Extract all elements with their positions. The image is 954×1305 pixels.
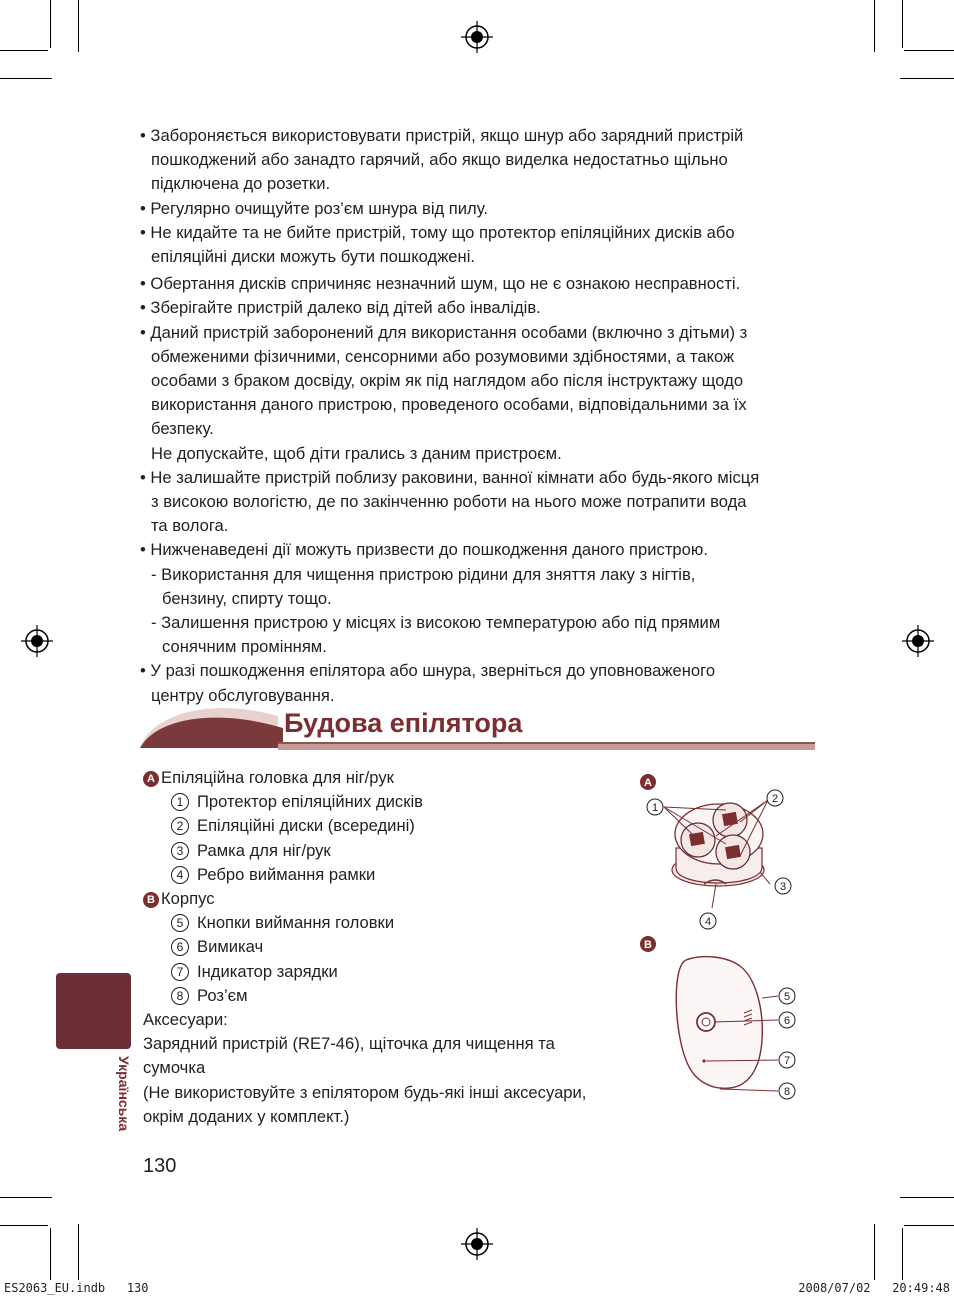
number-circle: 6: [171, 938, 189, 956]
label-badge-b: B: [143, 892, 159, 908]
svg-text:1: 1: [651, 802, 659, 814]
bullet-item: • У разі пошкодження епілятора або шнура, зверніться до уповноваженого центру обслуговування.: [140, 661, 716, 705]
bullet-item: • Забороняється використовувати пристрій, якщо шнур або зарядний пристрій пошкоджений або занадто гарячий, або якщо виделка недостатньо щільно підключена до розетки.: [140, 126, 744, 194]
page-number: 130: [143, 1155, 177, 1177]
accessories-line: окрім доданих у комплект.): [143, 1106, 350, 1126]
epilator-diagram: [630, 770, 810, 1110]
number-circle: 4: [171, 866, 189, 884]
accessories-line: (Не використовуйте з епілятором будь-які інші аксесуари,: [143, 1082, 587, 1102]
number-circle: 8: [171, 987, 189, 1005]
accessories-line: сумочка: [143, 1058, 206, 1078]
svg-text:8: 8: [783, 1086, 791, 1098]
bullet-item: • Не кидайте та не бийте пристрій, тому що протектор епіляційних дисків або епіляційні диски можуть бути пошкоджені.: [140, 222, 735, 267]
part-item: 1 Протектор епіляційних дисків: [143, 790, 643, 814]
sub-bullet-item: - Залишення пристрою у місцях із високою температурою або під прямим сонячним промінням.: [151, 613, 721, 657]
label-badge-a: A: [143, 771, 159, 787]
footer-timestamp: 2008/07/02 20:49:48: [798, 1281, 950, 1295]
registration-mark-icon: [21, 625, 53, 657]
number-circle: 3: [171, 842, 189, 860]
parts-group-b: B Корпус: [143, 887, 643, 911]
language-tab: [56, 973, 131, 1049]
svg-text:5: 5: [783, 991, 791, 1003]
part-item: 5 Кнопки виймання головки: [143, 911, 643, 935]
svg-text:B: B: [644, 939, 652, 951]
registration-mark-icon: [461, 1228, 493, 1260]
part-item: 8 Роз’єм: [143, 984, 643, 1008]
svg-text:6: 6: [783, 1015, 791, 1027]
section-title: Будова епілятора: [284, 708, 523, 738]
bullet-item: • Обертання дисків спричиняє незначний шум, що не є ознакою несправності.: [140, 274, 741, 294]
svg-text:7: 7: [783, 1055, 791, 1067]
number-circle: 5: [171, 914, 189, 932]
safety-bullet-list: [140, 124, 820, 708]
part-item: 3 Рамка для ніг/рук: [143, 839, 643, 863]
number-circle: 2: [171, 817, 189, 835]
registration-mark-icon: [461, 21, 493, 53]
epilation-head-illustration: [664, 800, 770, 908]
part-item: 4 Ребро виймання рамки: [143, 863, 643, 887]
svg-text:3: 3: [779, 881, 787, 893]
bullet-item: • Регулярно очищуйте роз’єм шнура від пилу.: [140, 198, 488, 218]
svg-text:A: A: [644, 777, 652, 789]
accessories-line: Зарядний пристрій (RE7-46), щіточка для чищення та: [143, 1034, 555, 1054]
bullet-item: • Нижченаведені дії можуть призвести до пошкодження даного пристрою.: [140, 540, 708, 560]
bullet-item: • Не залишайте пристрій поблизу раковини, ванної кімнати або будь-якого місця з високою вологістю, де по закінченню роботи на нього може потрапити вода та волога.: [140, 467, 760, 536]
parts-list: [143, 766, 643, 1129]
epilator-body-illustration: [676, 957, 778, 1091]
part-item: 7 Індикатор зарядки: [143, 960, 643, 984]
number-circle: 7: [171, 963, 189, 981]
language-label: Українська: [116, 1056, 132, 1132]
bullet-item: • Зберігайте пристрій далеко від дітей або інвалідів.: [140, 298, 541, 318]
number-circle: 1: [171, 793, 189, 811]
part-item: 6 Вимикач: [143, 935, 643, 959]
bullet-item: • Даний пристрій заборонений для використання особами (включно з дітьми) з обмеженими фізичними, сенсорними або розумовими здібностями, а також особами з браком досвіду, окрім як під наглядом або після інструктажу щодо використання даного пристрою, проведеного особами, відповідальними за їх безпеку. Не допускайте, щоб діти грались з даним пристроєм.: [140, 322, 748, 463]
section-header-ornament: [138, 702, 283, 750]
section-divider: [278, 742, 815, 750]
svg-text:4: 4: [704, 916, 712, 928]
registration-mark-icon: [902, 625, 934, 657]
sub-bullet-item: - Використання для чищення пристрою рідини для зняття лаку з нігтів, бензину, спирту тощо.: [151, 564, 696, 608]
accessories-label: Аксесуари:: [143, 1010, 228, 1030]
svg-text:2: 2: [771, 793, 779, 805]
footer-file-info: ES2063_EU.indb 130: [4, 1281, 149, 1295]
part-item: 2 Епіляційні диски (всередині): [143, 814, 643, 838]
parts-group-a: A Епіляційна головка для ніг/рук: [143, 766, 643, 790]
